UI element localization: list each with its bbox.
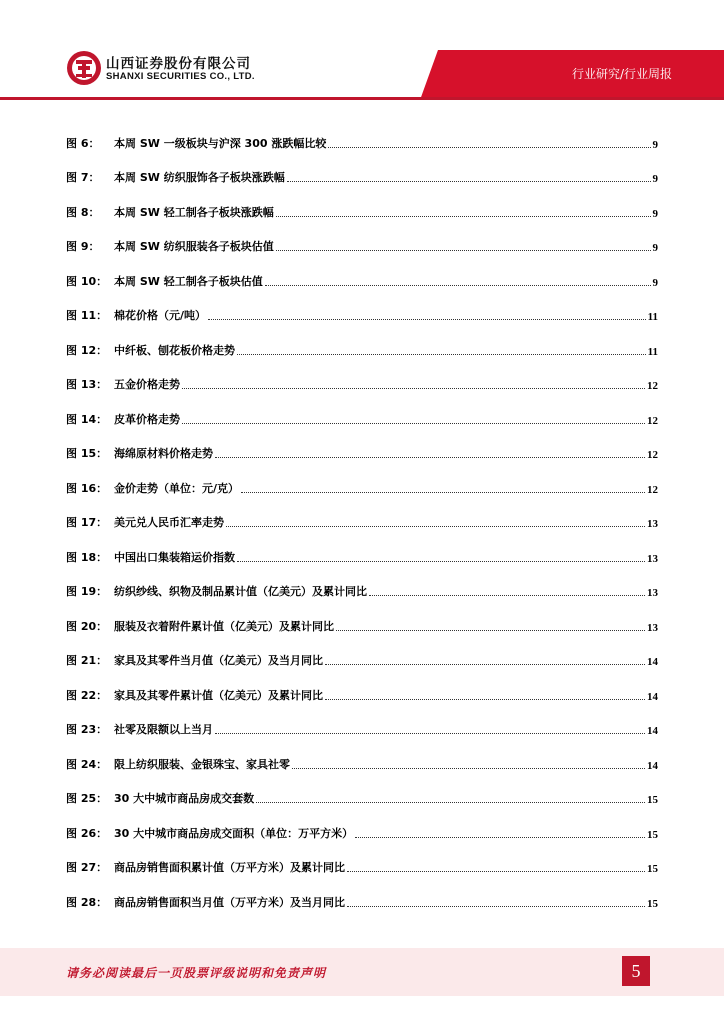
toc-page-number: 15 [647, 863, 658, 875]
toc-page-number: 12 [647, 449, 658, 461]
toc-entry[interactable] [66, 772, 658, 807]
toc-entry[interactable] [66, 461, 658, 496]
toc-figure-number: 图 25： [66, 792, 108, 805]
toc-page-number: 12 [647, 414, 658, 427]
toc-dot-leader [347, 870, 645, 872]
toc-figure-number: 图 10： [66, 274, 108, 288]
toc-figure-title: 社零及限额以上当月 [114, 723, 213, 736]
toc-page-number: 15 [647, 794, 658, 806]
toc-figure-number: 图 14： [66, 412, 108, 426]
toc-dot-leader [287, 180, 651, 182]
toc-dot-leader [292, 767, 645, 769]
toc-figure-title: 美元兑人民币汇率走势 [114, 516, 224, 529]
toc-figure-title: 中国出口集装箱运价指数 [114, 550, 235, 564]
report-category: 行业研究/行业周报 [571, 67, 672, 81]
toc-entry[interactable] [66, 185, 658, 220]
toc-entry[interactable] [66, 220, 658, 255]
toc-page-number: 9 [652, 276, 658, 289]
toc-dot-leader [325, 663, 645, 665]
toc-figure-title: 30 大中城市商品房成交面积（单位：万平方米） [114, 826, 354, 840]
toc-dot-leader [325, 698, 645, 700]
toc-page-number: 9 [652, 173, 658, 185]
toc-entry[interactable] [66, 841, 658, 876]
toc-figure-title: 商品房销售面积当月值（万平方米）及当月同比 [114, 895, 345, 909]
toc-dot-leader [182, 387, 645, 389]
toc-dot-leader [256, 801, 645, 803]
toc-page-number: 11 [647, 345, 658, 358]
toc-entry[interactable] [66, 703, 658, 738]
toc-entry[interactable] [66, 289, 658, 324]
toc-figure-number: 图 15： [66, 447, 108, 460]
toc-page-number: 13 [647, 621, 658, 634]
toc-dot-leader [241, 491, 645, 493]
toc-figure-title: 中纤板、刨花板价格走势 [114, 343, 235, 357]
toc-figure-number: 图 13： [66, 378, 108, 391]
toc-figure-title: 五金价格走势 [114, 378, 180, 391]
toc-figure-number: 图 27： [66, 861, 108, 874]
toc-figure-number: 图 16： [66, 481, 108, 495]
toc-dot-leader [276, 215, 651, 217]
toc-figure-title: 商品房销售面积累计值（万平方米）及累计同比 [114, 861, 345, 874]
toc-page-number: 12 [647, 483, 658, 496]
figure-index-list [66, 116, 658, 910]
toc-dot-leader [182, 422, 645, 424]
header-red-band [0, 0, 724, 100]
toc-dot-leader [336, 629, 645, 631]
toc-entry[interactable] [66, 427, 658, 462]
toc-figure-number: 图 28： [66, 895, 108, 909]
toc-page-number: 9 [652, 138, 658, 151]
toc-page-number: 13 [647, 518, 658, 530]
disclaimer-text: 请务必阅读最后一页股票评级说明和免责声明 [66, 966, 327, 980]
toc-dot-leader [369, 594, 645, 596]
toc-entry[interactable] [66, 806, 658, 841]
toc-figure-title: 家具及其零件当月值（亿美元）及当月同比 [114, 654, 323, 667]
toc-entry[interactable] [66, 530, 658, 565]
toc-page-number: 13 [647, 552, 658, 565]
toc-entry[interactable] [66, 496, 658, 531]
toc-dot-leader [276, 249, 651, 251]
toc-figure-number: 图 18： [66, 550, 108, 564]
toc-entry[interactable] [66, 599, 658, 634]
toc-figure-title: 金价走势（单位：元/克） [114, 481, 240, 495]
page-number: 5 [622, 956, 650, 986]
company-logo-icon [66, 50, 102, 86]
toc-figure-title: 家具及其零件累计值（亿美元）及累计同比 [114, 688, 323, 702]
toc-entry[interactable] [66, 565, 658, 600]
toc-entry[interactable] [66, 392, 658, 427]
toc-page-number: 15 [647, 897, 658, 910]
toc-entry[interactable] [66, 151, 658, 186]
toc-figure-title: 限上纺织服装、金银珠宝、家具社零 [114, 757, 290, 771]
toc-page-number: 9 [652, 207, 658, 220]
toc-page-number: 13 [647, 587, 658, 599]
toc-page-number: 14 [647, 656, 658, 668]
toc-page-number: 14 [647, 759, 658, 772]
toc-entry[interactable] [66, 358, 658, 393]
toc-page-number: 14 [647, 725, 658, 737]
company-name-cn: 山西证券股份有限公司 [106, 56, 251, 72]
toc-figure-number: 图 21： [66, 654, 108, 667]
toc-entry[interactable] [66, 668, 658, 703]
page-header [0, 0, 724, 100]
toc-dot-leader [355, 836, 645, 838]
toc-entry[interactable] [66, 875, 658, 910]
toc-dot-leader [347, 905, 645, 907]
toc-dot-leader [237, 560, 645, 562]
toc-figure-title: 本周 SW 纺织服装各子板块估值 [114, 240, 274, 253]
toc-dot-leader [265, 284, 651, 286]
toc-figure-title: 30 大中城市商品房成交套数 [114, 792, 255, 805]
company-name-en: SHANXI SECURITIES CO., LTD. [106, 71, 255, 82]
toc-figure-title: 本周 SW 轻工制各子板块估值 [114, 274, 263, 288]
toc-figure-number: 图 9： [66, 240, 100, 253]
toc-entry[interactable] [66, 737, 658, 772]
toc-entry[interactable] [66, 323, 658, 358]
toc-page-number: 11 [647, 311, 658, 323]
toc-dot-leader [237, 353, 646, 355]
toc-dot-leader [215, 456, 645, 458]
toc-dot-leader [208, 318, 646, 320]
toc-dot-leader [215, 732, 645, 734]
toc-figure-number: 图 19： [66, 585, 108, 598]
toc-figure-title: 纺织纱线、织物及制品累计值（亿美元）及累计同比 [114, 585, 367, 598]
toc-figure-number: 图 26： [66, 826, 108, 840]
toc-figure-title: 服装及衣着附件累计值（亿美元）及累计同比 [114, 619, 334, 633]
toc-figure-number: 图 24： [66, 757, 108, 771]
toc-figure-title: 皮革价格走势 [114, 412, 180, 426]
toc-figure-title: 本周 SW 纺织服饰各子板块涨跌幅 [114, 171, 285, 184]
toc-page-number: 12 [647, 380, 658, 392]
toc-figure-title: 本周 SW 轻工制各子板块涨跌幅 [114, 205, 274, 219]
toc-figure-number: 图 12： [66, 343, 108, 357]
toc-figure-number: 图 11： [66, 309, 108, 322]
toc-dot-leader [328, 146, 650, 148]
toc-page-number: 9 [652, 242, 658, 254]
toc-figure-number: 图 23： [66, 723, 108, 736]
toc-page-number: 15 [647, 828, 658, 841]
toc-figure-number: 图 17： [66, 516, 108, 529]
toc-figure-title: 棉花价格（元/吨） [114, 309, 207, 322]
toc-figure-number: 图 7： [66, 171, 100, 184]
toc-page-number: 14 [647, 690, 658, 703]
toc-entry[interactable] [66, 634, 658, 669]
toc-entry[interactable] [66, 116, 658, 151]
toc-figure-title: 海绵原材料价格走势 [114, 447, 213, 460]
toc-figure-number: 图 22： [66, 688, 108, 702]
toc-entry[interactable] [66, 254, 658, 289]
toc-dot-leader [226, 525, 645, 527]
toc-figure-number: 图 6： [66, 136, 100, 150]
toc-figure-number: 图 8： [66, 205, 100, 219]
toc-figure-title: 本周 SW 一级板块与沪深 300 涨跌幅比较 [114, 136, 327, 150]
page-footer [0, 948, 724, 996]
toc-figure-number: 图 20： [66, 619, 108, 633]
